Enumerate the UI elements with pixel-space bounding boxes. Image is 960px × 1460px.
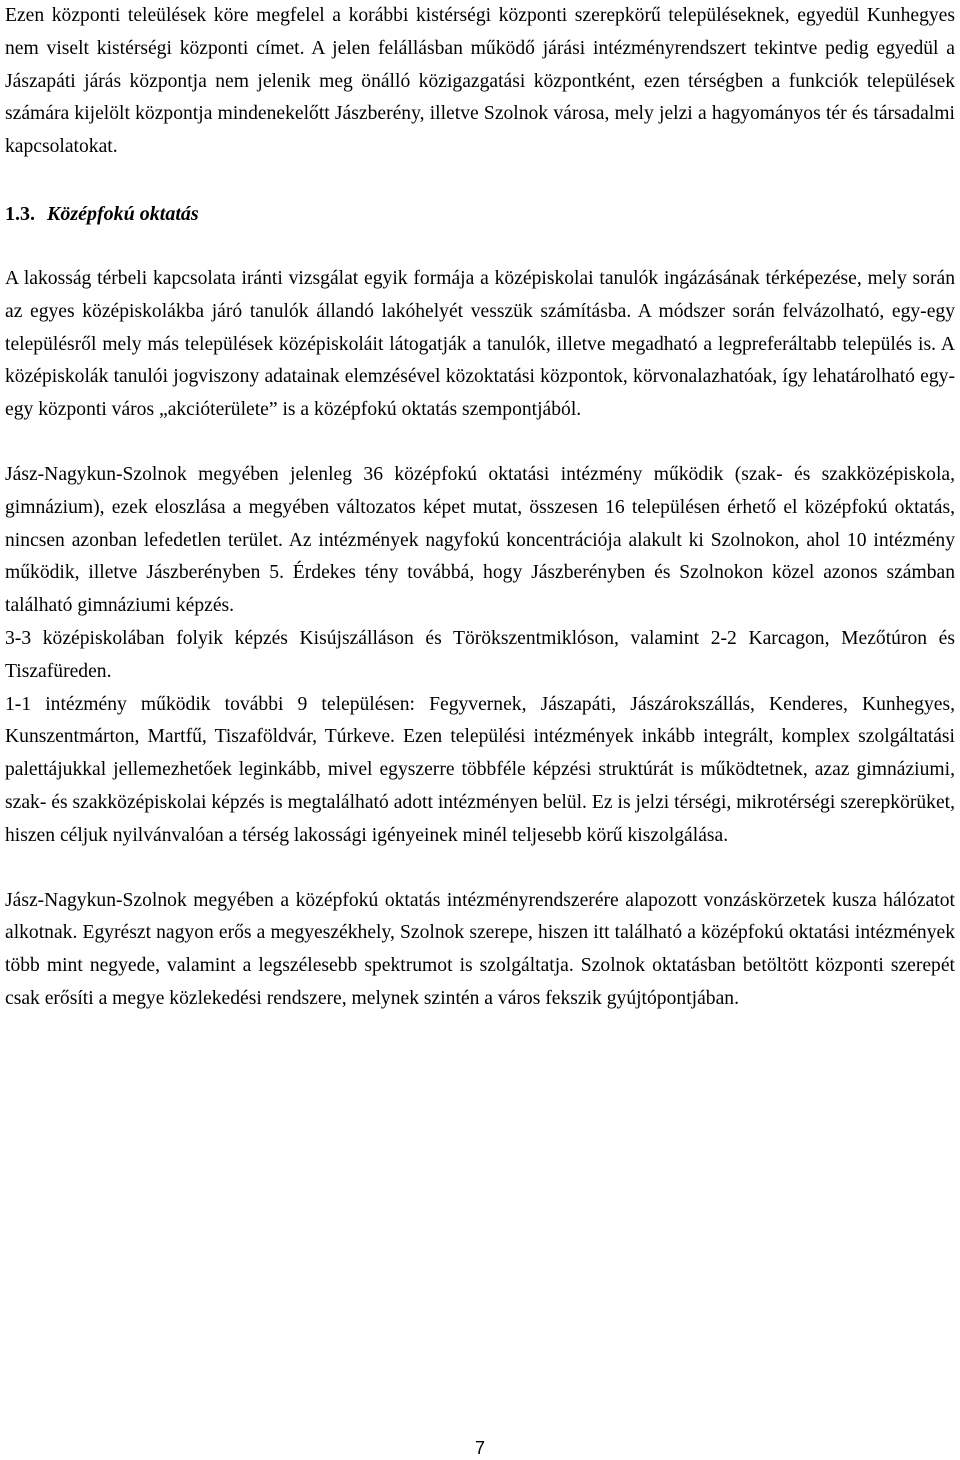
spacer bbox=[5, 427, 955, 459]
spacer bbox=[5, 231, 955, 263]
intro-paragraph: Ezen központi teleülések köre megfelel a korábbi kistérségi központi szerepkörű településeknek, egyedül Kunhegyes nem viselt kistérségi központi címet. A jelen felállásban működő járási intézményrendszert tekintve pedig egyedül a Jászapáti járás központja nem jelenik meg önálló közigazgatási központként, ezen térségben a funkciók települések számára kijelölt központja mindenekelőtt Jászberény, illetve Szolnok városa, mely jelzi a hagyományos tér és társadalmi kapcsolatokat. bbox=[5, 5, 955, 158]
section-heading bbox=[5, 198, 955, 231]
paragraph-one-school: 1-1 intézmény működik további 9 településen: Fegyvernek, Jászapáti, Jászárokszállás, Kenderes, Kunhegyes, Kunszentmárton, Martfű, Tiszaföldvár, Túrkeve. Ezen települési intézmények inkább integrált, komplex szolgáltatási palettájukkal jellemezhetőek leginkább, mivel egyszerre többféle képzési struktúrát is működtetnek, azaz gimnáziumi, szak- és szakközépiskolai képzés is megtalálható adott intézményen belül. Ez is jelzi térségi, mikrotérségi szerepkörüket, hiszen céljuk nyilvánvalóan a térség lakossági igényeinek minél teljesebb körű kiszolgálása. bbox=[5, 693, 955, 846]
spacer bbox=[5, 853, 955, 885]
section-title: Középfokú oktatás bbox=[47, 202, 199, 225]
paragraph-catchment: Jász-Nagykun-Szolnok megyében a középfokú oktatás intézményrendszerére alapozott vonzáskörzetek kusza hálózatot alkotnak. Egyrészt nagyon erős a megyeszékhely, Szolnok szerepe, hiszen itt található a középfokú oktatási intézmények több mint negyede, valamint a legszélesebb spektrumot is szolgáltatja. Szolnok oktatásban betöltött központi szerepét csak erősíti a megye közlekedési rendszere, melynek szintén a város fekszik gyújtópontjában. bbox=[5, 889, 955, 1009]
section-number: 1.3. bbox=[5, 202, 35, 225]
spacer bbox=[5, 164, 955, 198]
paragraph-methodology: A lakosság térbeli kapcsolata iránti vizsgálat egyik formája a középiskolai tanulók ingázásának térképezése, mely során az egyes középiskolákba járó tanulók állandó lakóhelyét vesszük számításba. A módszer során felvázolható, egy-egy településről mely más települések középiskoláit látogatják a tanulók, illetve megadható a legpreferáltabb település is. A középiskolák tanulói jogviszony adatainak elemzésével közoktatási központok, körvonalazhatóak, így lehatárolható egy-egy központi város „akcióterülete” is a középfokú oktatás szempontjából. bbox=[5, 267, 955, 421]
page-number: 7 bbox=[474, 1438, 485, 1458]
paragraph-institutions: Jász-Nagykun-Szolnok megyében jelenleg 36 középfokú oktatási intézmény működik (szak- és szakközépiskola, gimnázium), ezek eloszlása a megyében változatos képet mutat, összesen 16 településen érhető el középfokú oktatás, nincsen azonban lefedetlen terület. Az intézmények nagyfokú koncentrációja alakult ki Szolnokon, ahol 10 intézmény működik, illetve Jászberényben 5. Érdekes tény továbbá, hogy Jászberényben és Szolnokon közel azonos számban található gimnáziumi képzés. bbox=[5, 463, 955, 617]
paragraph-three-schools: 3-3 középiskolában folyik képzés Kisújszálláson és Törökszentmiklóson, valamint 2-2 Karcagon, Mezőtúron és Tiszafüreden. bbox=[5, 627, 955, 682]
document-page bbox=[5, 0, 955, 1016]
